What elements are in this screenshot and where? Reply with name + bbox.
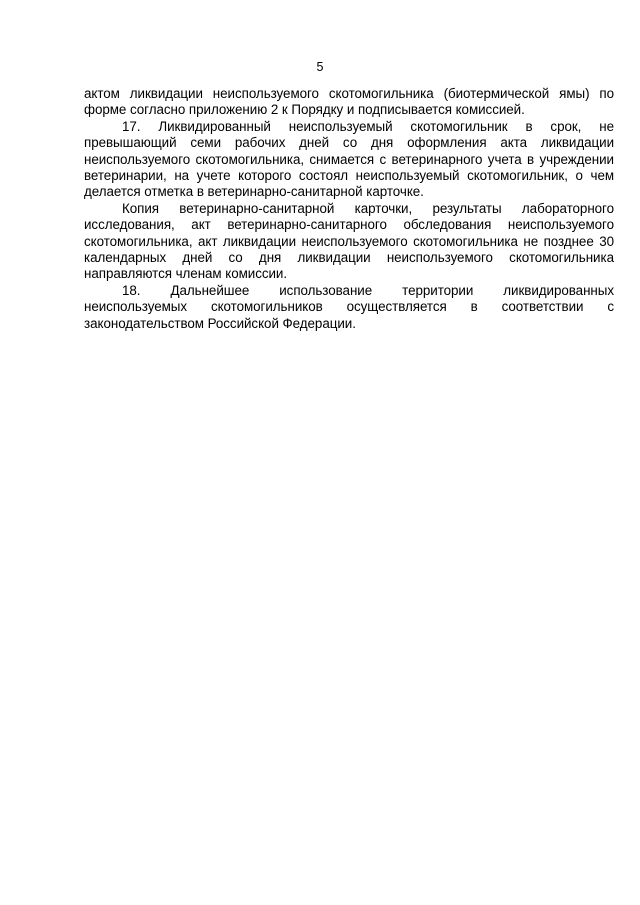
paragraph-item-17: 17. Ликвидированный неиспользуемый скотомогильник в срок, не превышающий семи рабочих дней со дня оформления акта ликвидации неиспользуемого скотомогильника, снимается с ветеринарного учета в учреждении ветеринарии, на учете которого состоял неиспользуемый скотомогильник, о чем делается отметка в ветеринарно-санитарной карточке. [84, 118, 614, 200]
page-number: 5 [316, 60, 324, 74]
paragraph-copies: Копия ветеринарно-санитарной карточки, результаты лабораторного исследования, акт ветеринарно-санитарного обследования неиспользуемого скотомогильника, акт ликвидации неиспользуемого скотомогильника не позднее 30 календарных дней со дня ликвидации неиспользуемого скотомогильника направляются членам комиссии. [84, 200, 614, 282]
paragraph-continuation: актом ликвидации неиспользуемого скотомогильника (биотермической ямы) по форме согласно приложению 2 к Порядку и подписывается комиссией. [84, 86, 614, 118]
document-body [84, 86, 614, 332]
paragraph-item-18: 18. Дальнейшее использование территории ликвидированных неиспользуемых скотомогильников осуществляется в соответствии с законодательством Российской Федерации. [84, 282, 614, 331]
